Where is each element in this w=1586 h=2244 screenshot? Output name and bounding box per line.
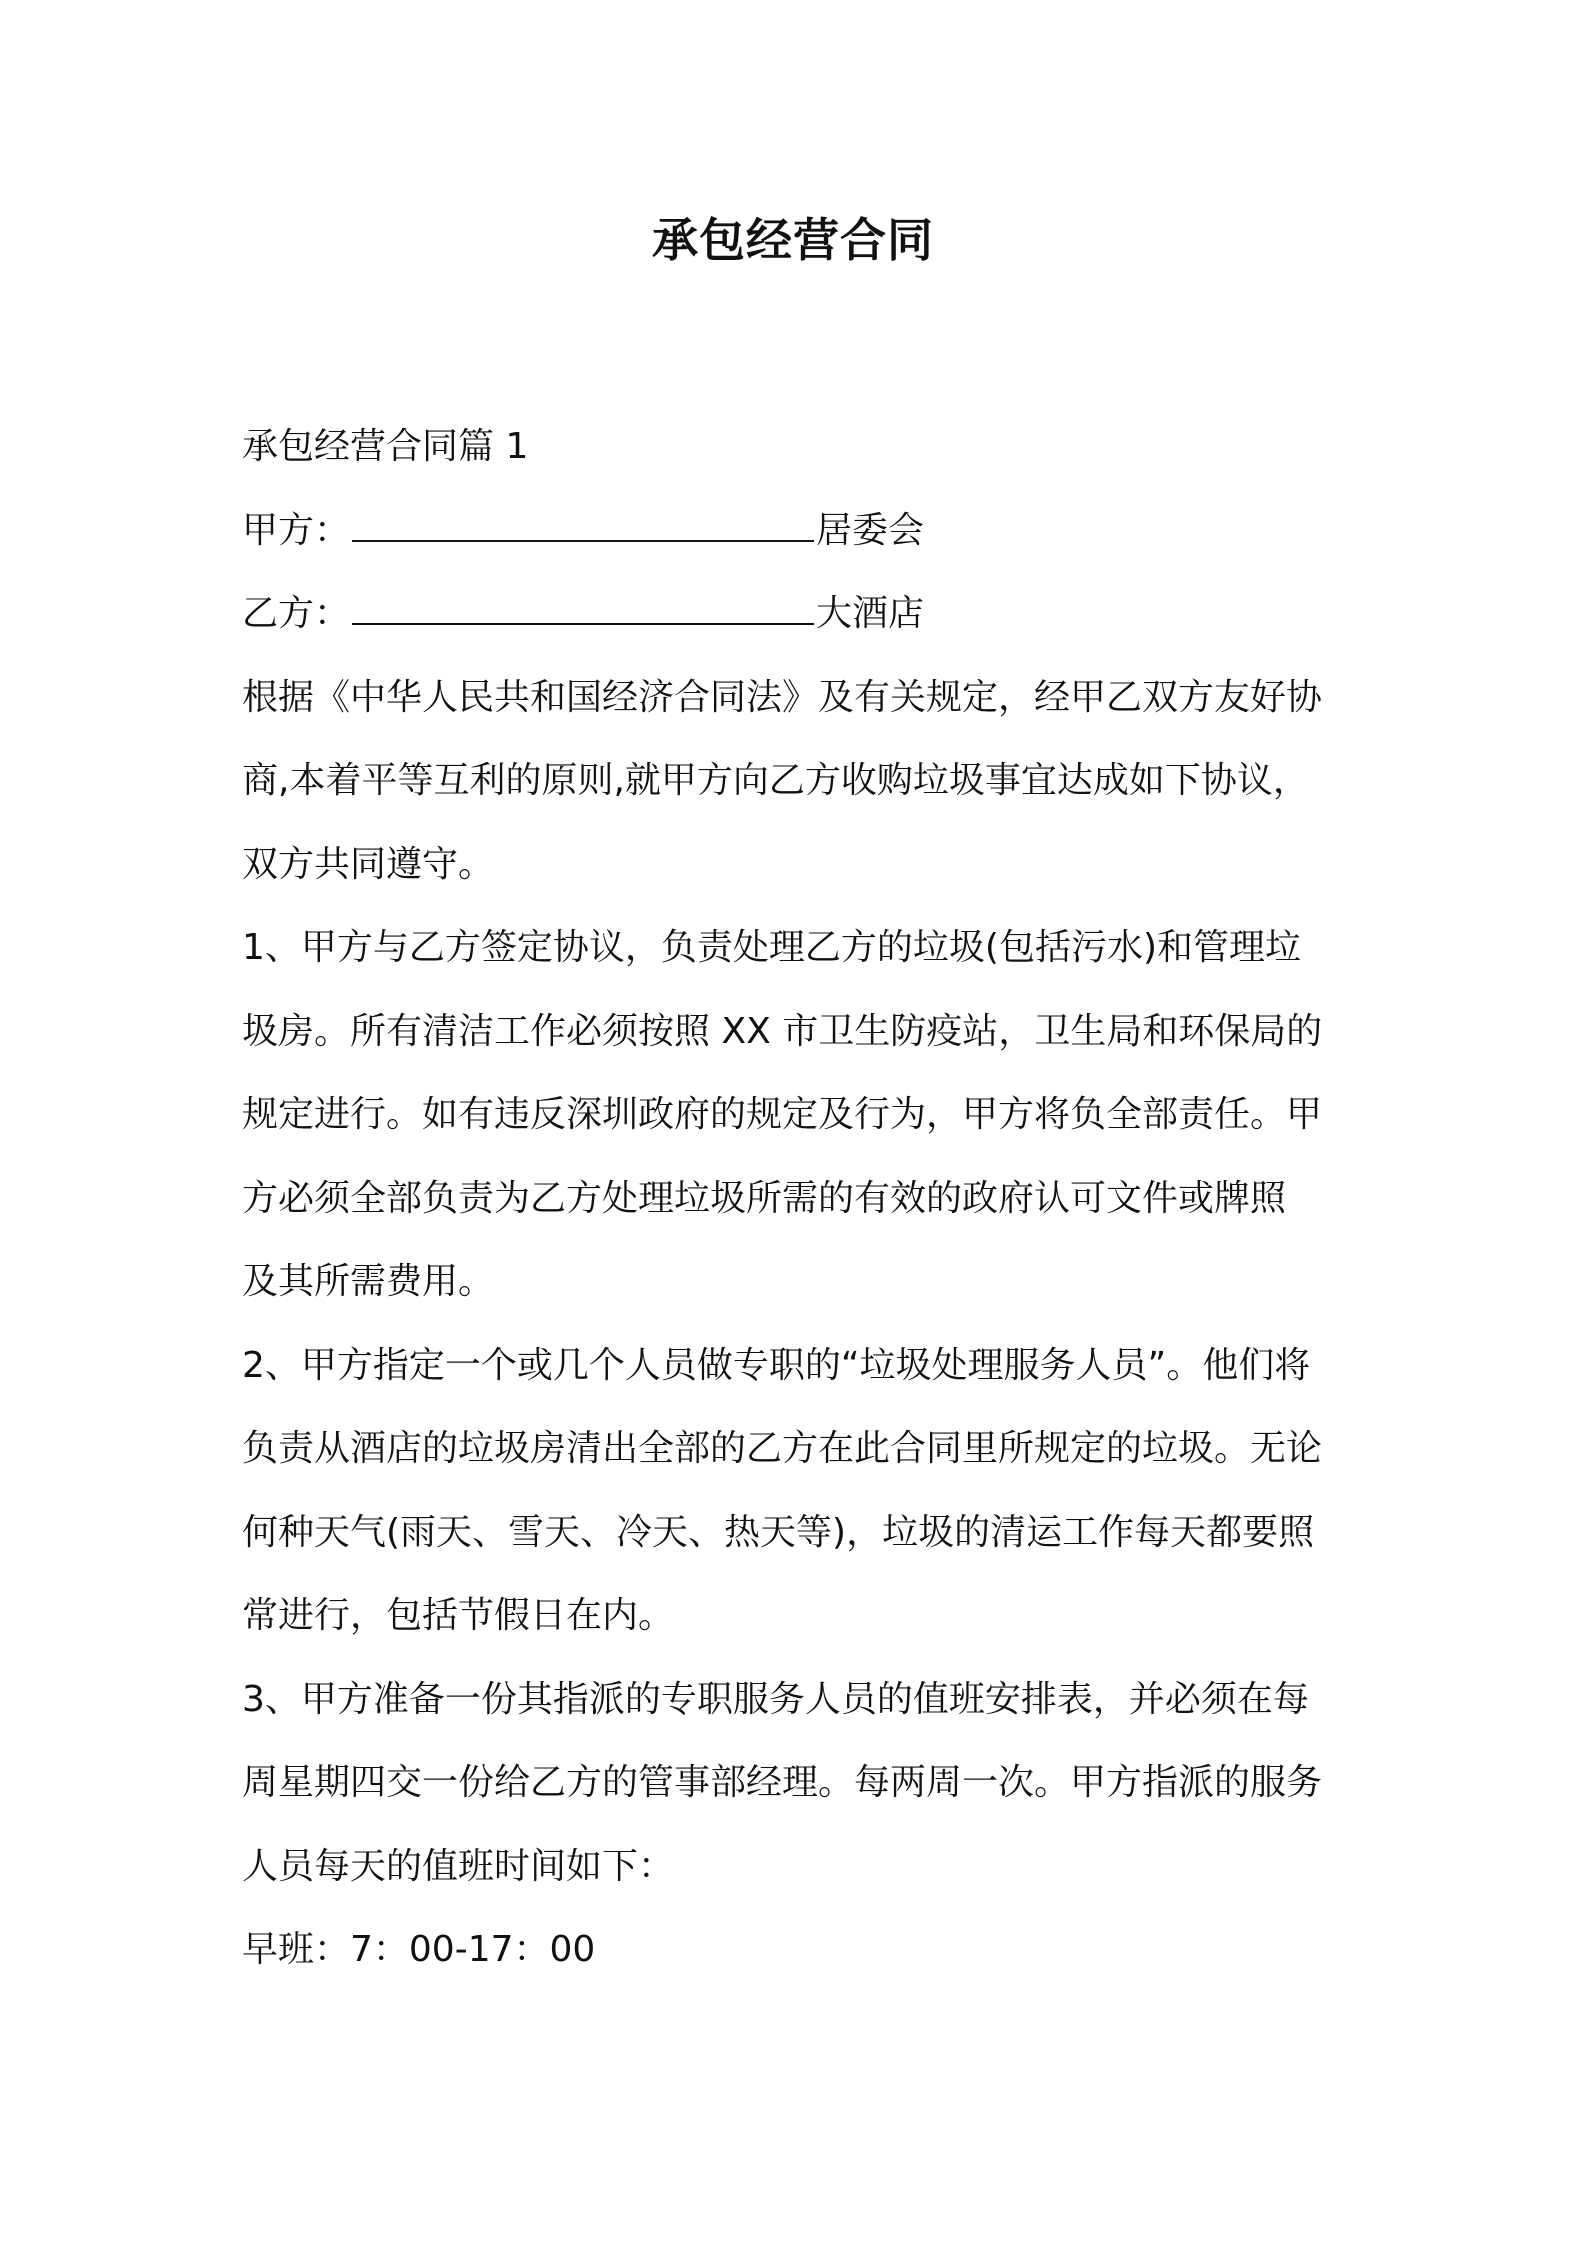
body-line: 3、甲方准备一份其指派的专职服务人员的值班安排表，并必须在每 (242, 1678, 1309, 1720)
party-a-line (242, 489, 1362, 573)
party-b-suffix: 大酒店 (816, 593, 925, 634)
party-b-blank (352, 593, 814, 625)
body-line: 商,本着平等互利的原则,就甲方向乙方收购垃圾事宜达成如下协议， (242, 760, 1309, 801)
body-line: 何种天气(雨天、雪天、冷天、热天等)，垃圾的清运工作每天都要照 (242, 1511, 1315, 1553)
body-line: 及其所需费用。 (242, 1261, 495, 1302)
party-a-blank (352, 510, 814, 542)
document-title: 承包经营合同 (652, 213, 934, 267)
body-line: 周星期四交一份给乙方的管事部经理。每两周一次。甲方指派的服务 (242, 1762, 1323, 1803)
shift-schedule-line: 早班：7：00-17：00 (242, 1929, 596, 1970)
party-a-suffix: 居委会 (816, 509, 925, 551)
body-line: 常进行，包括节假日在内。 (242, 1595, 675, 1636)
party-b-label: 乙方： (242, 593, 351, 634)
document-body (242, 405, 1362, 1992)
body-line: 规定进行。如有违反深圳政府的规定及行为，甲方将负全部责任。甲 (242, 1094, 1323, 1135)
party-a-label: 甲方： (242, 509, 351, 551)
party-b-line (242, 572, 1362, 656)
body-line: 负责从酒店的垃圾房清出全部的乙方在此合同里所规定的垃圾。无论 (242, 1428, 1323, 1469)
body-line: 1、甲方与乙方签定协议，负责处理乙方的垃圾(包括污水)和管理垃 (242, 927, 1301, 968)
body-line: 双方共同遵守。 (242, 843, 495, 885)
body-line: 圾房。所有清洁工作必须按照 XX 市卫生防疫站，卫生局和环保局的 (242, 1010, 1323, 1052)
body-line: 人员每天的值班时间如下： (242, 1845, 675, 1887)
body-line: 方必须全部负责为乙方处理垃圾所需的有效的政府认可文件或牌照 (242, 1177, 1287, 1219)
body-line: 根据《中华人民共和国经济合同法》及有关规定，经甲乙双方友好协 (242, 676, 1323, 718)
body-line: 2、甲方指定一个或几个人员做专职的“垃圾处理服务人员”。他们将 (242, 1344, 1311, 1386)
section-heading: 承包经营合同篇 1 (242, 426, 529, 467)
